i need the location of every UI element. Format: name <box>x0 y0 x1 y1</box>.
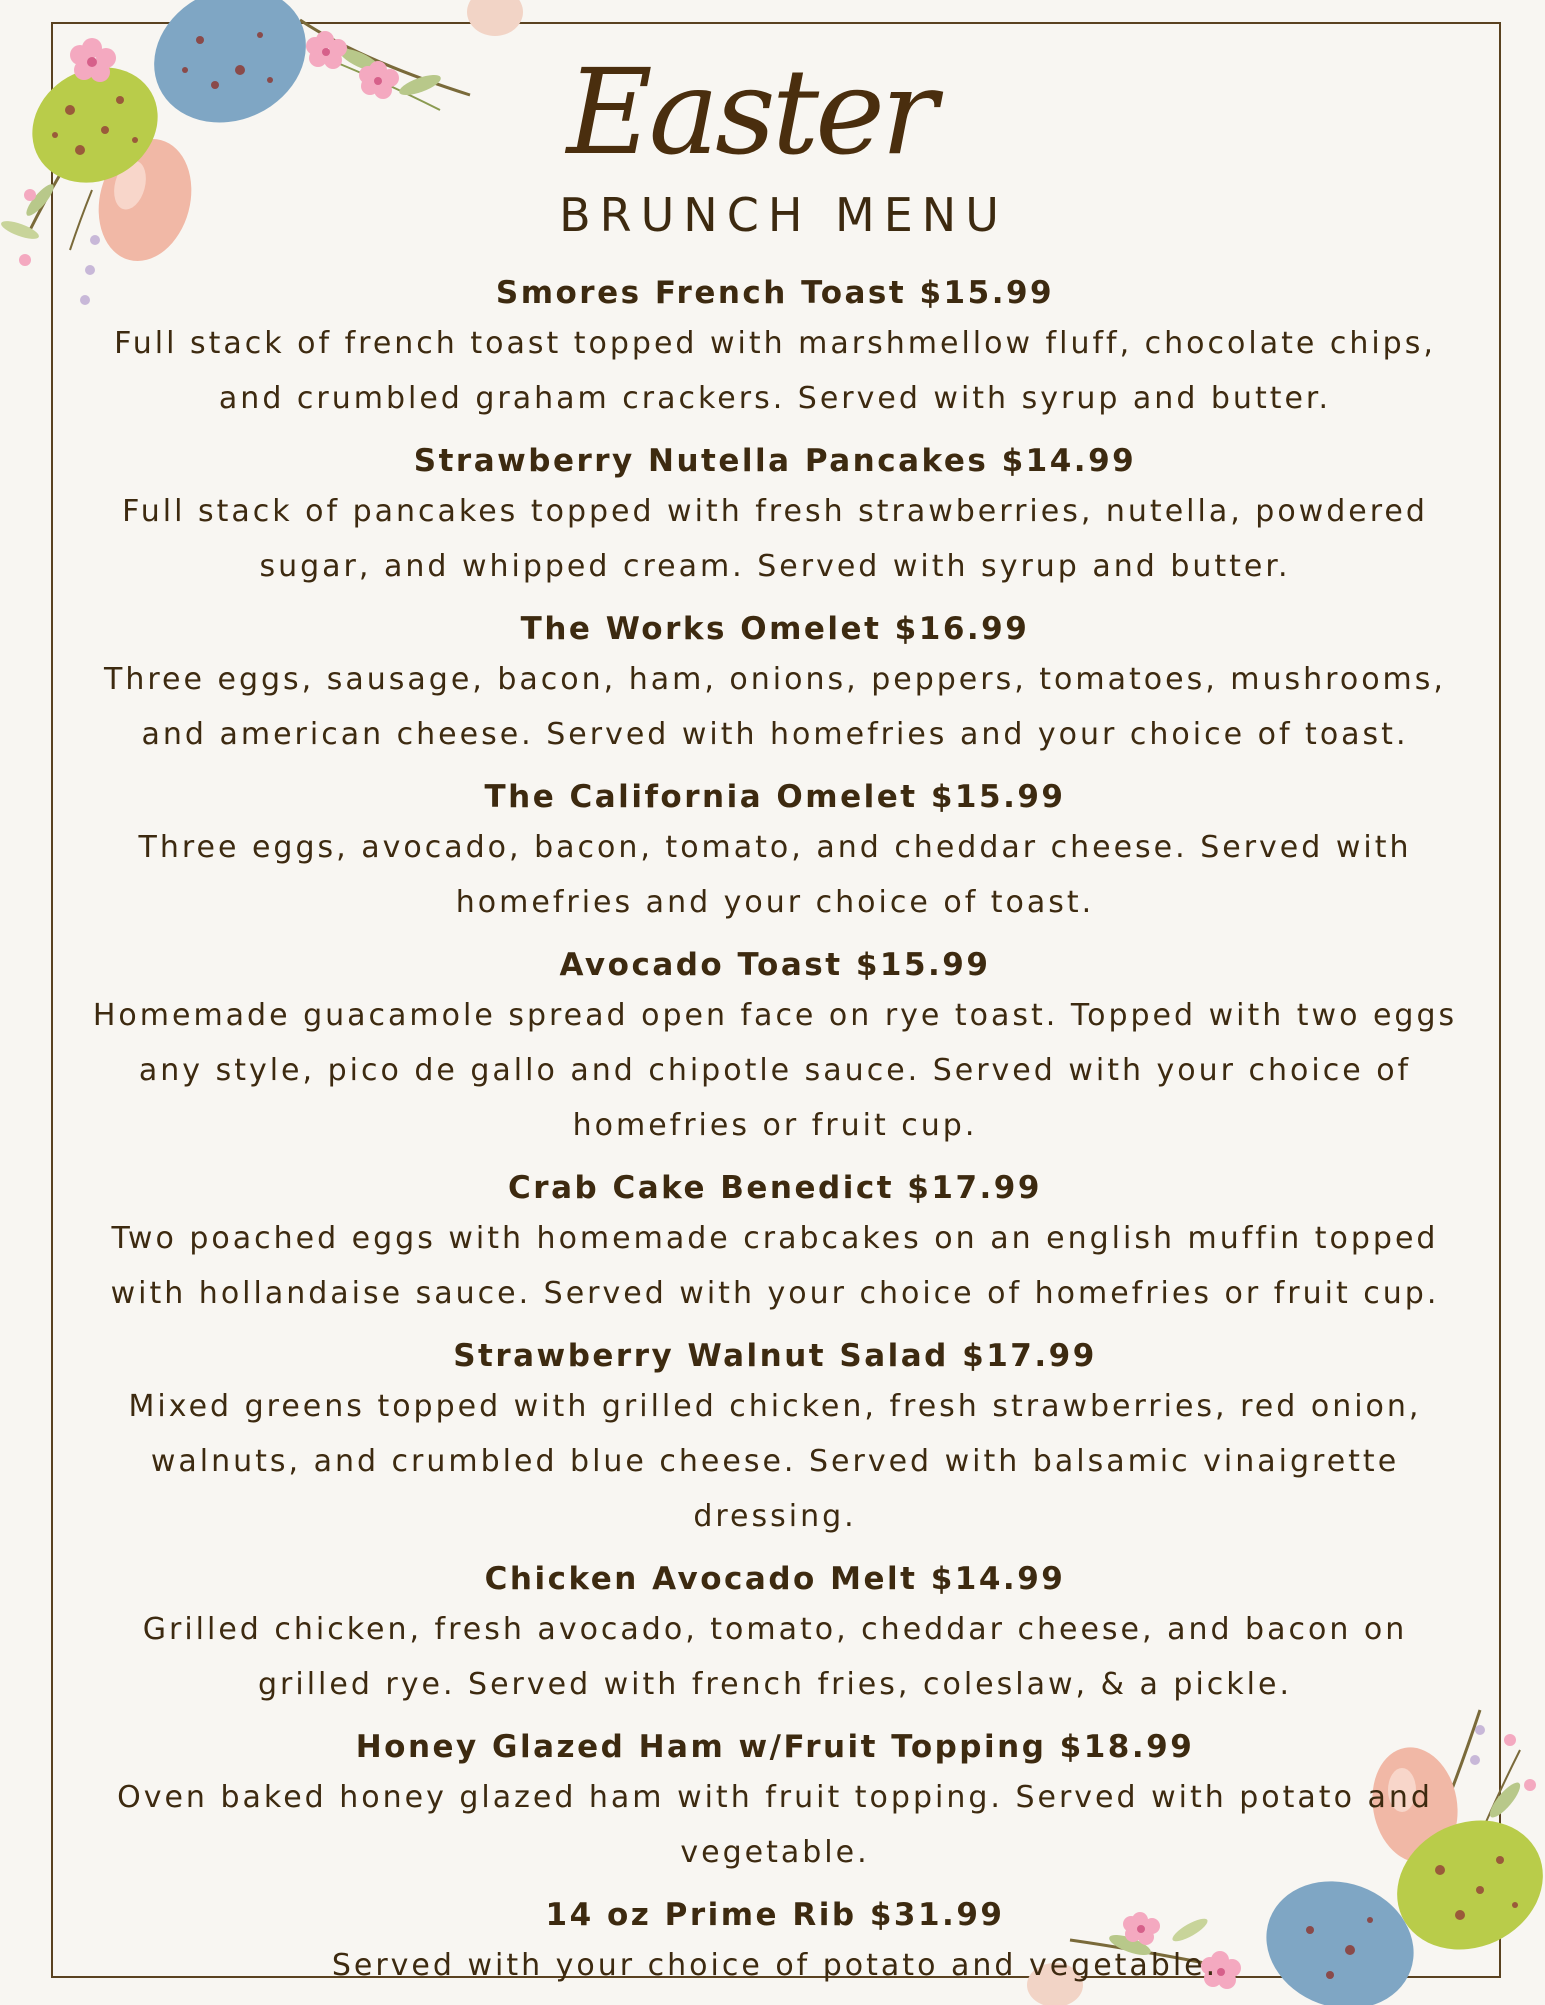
menu-item <box>80 606 1470 762</box>
menu-item-title: Crab Cake Benedict $17.99 <box>508 1170 1042 1206</box>
menu-item <box>80 1165 1470 1321</box>
menu-item <box>80 1892 1470 1993</box>
menu-item <box>80 1556 1470 1712</box>
menu-item-description: Full stack of french toast topped with marshmellow fluff, chocolate chips, and crumbled graham crackers. Served with syrup and butter. <box>114 326 1436 416</box>
menu-item <box>80 270 1470 426</box>
menu-item <box>80 438 1470 594</box>
menu-item-description: Full stack of pancakes topped with fresh strawberries, nutella, powdered sugar, and whipped cream. Served with syrup and butter. <box>122 494 1428 584</box>
menu-item-title: Chicken Avocado Melt $14.99 <box>484 1561 1066 1597</box>
menu-item-description: Three eggs, avocado, bacon, tomato, and cheddar cheese. Served with homefries and your choice of toast. <box>138 830 1412 920</box>
easter-script-title <box>566 28 934 198</box>
menu-item-title: 14 oz Prime Rib $31.99 <box>545 1897 1005 1933</box>
menu-item-title: Avocado Toast $15.99 <box>559 947 991 983</box>
menu-item-description: Three eggs, sausage, bacon, ham, onions, peppers, tomatoes, mushrooms, and american cheese. Served with homefries and your choice of toast. <box>104 662 1446 752</box>
menu-item-title: Smores French Toast $15.99 <box>495 275 1055 311</box>
menu-item-description: Two poached eggs with homemade crabcakes on an english muffin topped with hollandaise sauce. Served with your choice of homefries or fruit cup. <box>110 1221 1440 1311</box>
menu-item-description: Homemade guacamole spread open face on rye toast. Topped with two eggs any style, pico de gallo and chipotle sauce. Served with your choice of homefries or fruit cup. <box>92 998 1458 1143</box>
menu-item-description: Served with your choice of potato and vegetable. <box>331 1948 1219 1983</box>
menu-item-description: Oven baked honey glazed ham with fruit topping. Served with potato and vegetable. <box>117 1780 1433 1870</box>
menu-item <box>80 1724 1470 1880</box>
menu-item-description: Grilled chicken, fresh avocado, tomato, cheddar cheese, and bacon on grilled rye. Served with french fries, coleslaw, & a pickle. <box>142 1612 1408 1702</box>
menu-items-list <box>80 270 1470 2005</box>
menu-item <box>80 774 1470 930</box>
menu-item-title: Strawberry Nutella Pancakes $14.99 <box>413 443 1137 479</box>
brunch-menu-heading: BRUNCH MENU <box>559 188 1008 242</box>
menu-item-title: Strawberry Walnut Salad $17.99 <box>453 1338 1097 1374</box>
menu-item-description: Mixed greens topped with grilled chicken, fresh strawberries, red onion, walnuts, and crumbled blue cheese. Served with balsamic vinaigrette dressing. <box>128 1389 1422 1534</box>
menu-item <box>80 942 1470 1153</box>
menu-item-title: Honey Glazed Ham w/Fruit Topping $18.99 <box>355 1729 1195 1765</box>
menu-item <box>80 1333 1470 1544</box>
svg-text:Easter: Easter <box>566 43 934 181</box>
menu-item-title: The Works Omelet $16.99 <box>520 611 1030 647</box>
menu-item-title: The California Omelet $15.99 <box>484 779 1066 815</box>
easter-egg-icon <box>132 0 328 147</box>
